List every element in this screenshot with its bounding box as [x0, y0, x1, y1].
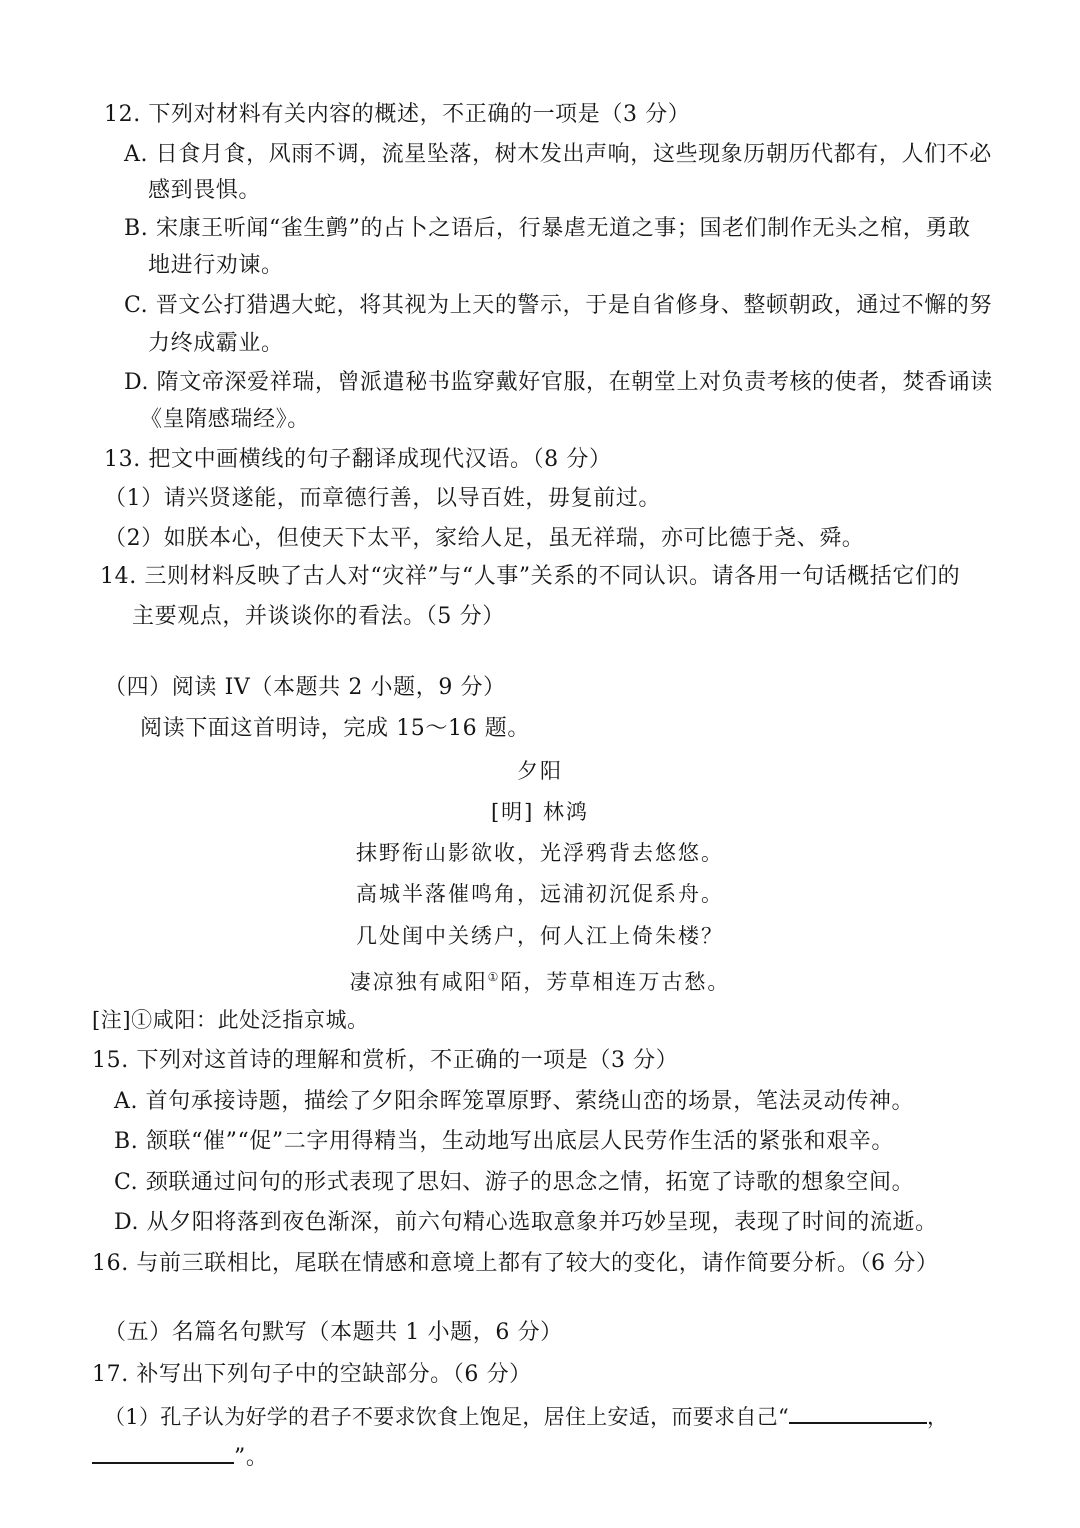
q17-item-1-text: （1）孔子认为好学的君子不要求饮食上饱足，居住上安适，而要求自己“: [104, 1405, 789, 1429]
q15-option-a: A. 首句承接诗题，描绘了夕阳余晖笼罩原野、萦绕山峦的场景，笔法灵动传神。: [114, 1089, 915, 1114]
q17-item-1: [104, 1400, 948, 1432]
poem-note: [注]①咸阳：此处泛指京城。: [92, 1008, 369, 1032]
poem-line-4-after: 陌，芳草相连万古愁。: [500, 970, 731, 994]
q12-option-d: D. 隋文帝深爱祥瑞，曾派遣秘书监穿戴好官服，在朝堂上对负责考核的使者，焚香诵读: [124, 370, 993, 395]
q17-item-1-cont: [92, 1440, 268, 1473]
q15-stem: 15. 下列对这首诗的理解和赏析，不正确的一项是（3 分）: [92, 1048, 679, 1073]
poem-author: [明] 林鸿: [490, 800, 590, 824]
q13-item-2: （2）如朕本心，但使天下太平，家给人足，虽无祥瑞，亦可比德于尧、舜。: [104, 526, 865, 551]
q13-stem: 13. 把文中画横线的句子翻译成现代汉语。（8 分）: [104, 447, 612, 472]
q12-stem: 12. 下列对材料有关内容的概述，不正确的一项是（3 分）: [104, 102, 691, 127]
q17-item-1-end: ”。: [234, 1445, 269, 1470]
q12-option-c-cont: 力终成霸业。: [148, 331, 284, 356]
q12-option-a-cont: 感到畏惧。: [148, 178, 262, 203]
poem-line-3: 几处闺中关绣户，何人江上倚朱楼？: [356, 924, 724, 948]
q14-stem: 14. 三则材料反映了古人对“灾祥”与“人事”关系的不同认识。请各用一句话概括它们的: [100, 564, 961, 589]
section-4-heading: （四）阅读 IV（本题共 2 小题，9 分）: [104, 675, 506, 700]
q12-option-c: C. 晋文公打猎遇大蛇，将其视为上天的警示，于是自省修身、整顿朝政，通过不懈的努: [124, 293, 993, 318]
section-5-heading: （五）名篇名句默写（本题共 1 小题，6 分）: [104, 1320, 563, 1345]
q12-option-b: B. 宋康王听闻“雀生鹯”的占卜之语后，行暴虐无道之事；国老们制作无头之棺，勇敢: [124, 216, 971, 241]
poem-line-2: 高城半落催鸣角，远浦初沉促系舟。: [356, 882, 724, 906]
footnote-mark: ①: [487, 970, 501, 984]
poem-line-4: [0, 962, 1080, 997]
answer-blank-1[interactable]: [789, 1400, 927, 1424]
poem-line-1: 抹野衔山影欲收，光浮鸦背去悠悠。: [356, 841, 724, 865]
q17-item-1-sep: ，: [927, 1405, 949, 1429]
section-4-intro: 阅读下面这首明诗，完成 15～16 题。: [140, 716, 530, 741]
q12-option-d-cont: 《皇隋感瑞经》。: [140, 407, 310, 432]
q17-stem: 17. 补写出下列句子中的空缺部分。（6 分）: [92, 1362, 532, 1387]
q15-option-d: D. 从夕阳将落到夜色渐深，前六句精心选取意象并巧妙呈现，表现了时间的流逝。: [114, 1210, 938, 1235]
q13-item-1: （1）请兴贤遂能，而章德行善，以导百姓，毋复前过。: [104, 486, 661, 511]
q15-option-b: B. 颔联“催”“促”二字用得精当，生动地写出底层人民劳作生活的紧张和艰辛。: [114, 1129, 894, 1154]
poem-line-4-before: 凄凉独有咸阳: [349, 970, 488, 994]
q12-option-b-cont: 地进行劝谏。: [148, 253, 284, 278]
q15-option-c: C. 颈联通过问句的形式表现了思妇、游子的思念之情，拓宽了诗歌的想象空间。: [114, 1170, 915, 1195]
q12-option-a: A. 日食月食，风雨不调，流星坠落，树木发出声响，这些现象历朝历代都有，人们不必: [124, 142, 992, 167]
poem-title: 夕阳: [517, 759, 563, 783]
answer-blank-2[interactable]: [92, 1440, 234, 1464]
q16-stem: 16. 与前三联相比，尾联在情感和意境上都有了较大的变化，请作简要分析。（6 分）: [92, 1251, 939, 1276]
q14-stem-cont: 主要观点，并谈谈你的看法。（5 分）: [132, 604, 505, 629]
